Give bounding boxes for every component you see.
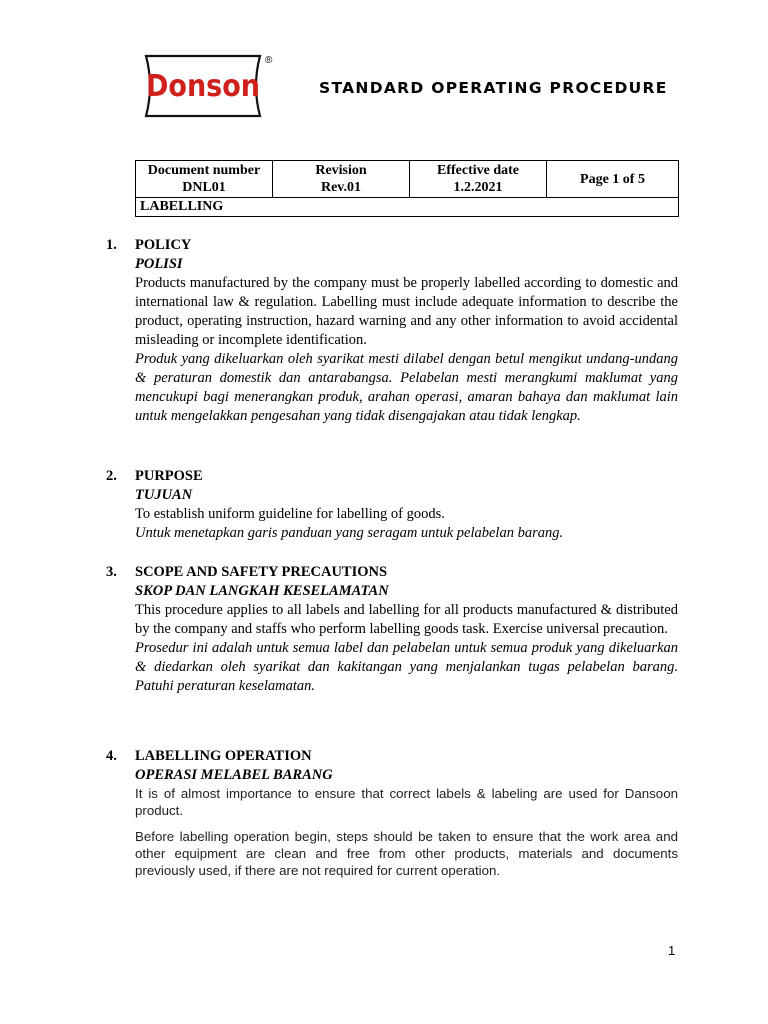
section-text-english: Products manufactured by the company must be properly labelled according to domestic and international law & regulation. Labelling must include adequate information to describe the product, operating instruction, hazard warning and any other information to avoid accidental misleading or incomplete identification. [135,275,678,348]
registered-mark: ® [265,55,273,66]
section-number: 1. [106,237,117,253]
logo-text: Donson [145,69,261,104]
section-number: 2. [106,468,117,484]
doc-number-value: DNL01 [182,180,226,195]
section-text-english: This procedure applies to all labels and labelling for all products manufactured & distributed by the company and staffs who perform labelling goods task. Exercise universal precaution. [135,602,678,637]
document-title: STANDARD OPERATING PROCEDURE [319,79,668,97]
section-text-malay: Untuk menetapkan garis panduan yang seragam untuk pelabelan barang. [135,525,564,541]
section-title: PURPOSE [135,468,203,484]
page-number: 1 [668,943,676,958]
revision-label: Revision [315,163,367,178]
section-text-english: It is of almost importance to ensure that correct labels & labeling are used for Dansoon product. [135,786,678,818]
section-title-malay: TUJUAN [135,487,193,503]
section-policy [106,236,678,426]
section-title: LABELLING OPERATION [135,748,312,764]
section-title: POLICY [135,237,192,253]
page-count-cell [547,161,679,198]
subject-cell: LABELLING [136,198,679,217]
revision-value: Rev.01 [320,180,362,195]
document-meta-table [135,160,679,217]
section-number: 3. [106,564,117,580]
section-title-malay: OPERASI MELABEL BARANG [135,767,333,783]
section-scope [106,563,678,696]
doc-number-label: Document number [147,163,261,178]
effective-date-cell [410,161,547,198]
effective-date-label: Effective date [436,163,520,178]
section-text-malay: Prosedur ini adalah untuk semua label dan pelabelan untuk semua produk yang dikeluarkan & diedarkan oleh syarikat dan kakitangan yang menjalankan tugas pelabelan barang. Patuhi peraturan keselamatan. [135,640,678,694]
section-title: SCOPE AND SAFETY PRECAUTIONS [135,564,388,580]
effective-date-value: 1.2.2021 [453,180,503,195]
revision-cell [273,161,410,198]
section-labelling-operation [106,747,678,879]
section-title-malay: SKOP DAN LANGKAH KESELAMATAN [135,583,389,599]
logo-frame [140,54,266,118]
section-purpose [106,467,678,543]
doc-number-cell [136,161,273,198]
section-text-malay: Produk yang dikeluarkan oleh syarikat mesti dilabel dengan betul mengikut undang-undang & peraturan domestik dan antarabangsa. Pelabelan mesti merangkumi maklumat yang mencukupi bagi menerangkan produk, arahan operasi, amaran bahaya dan maklumat lain untuk mengelakkan pengesahan yang tidak disengajakan atau tidak lengkap. [135,351,678,424]
section-text-english-2: Before labelling operation begin, steps should be taken to ensure that the work area and other equipment are clean and free from other products, materials and documents previously used, if there are not required for current operation. [135,829,678,878]
section-text-english: To establish uniform guideline for labelling of goods. [135,506,445,522]
page-count: Page 1 of 5 [580,171,645,187]
donson-logo [140,54,266,118]
section-title-malay: POLISI [135,256,183,272]
section-number: 4. [106,748,117,764]
